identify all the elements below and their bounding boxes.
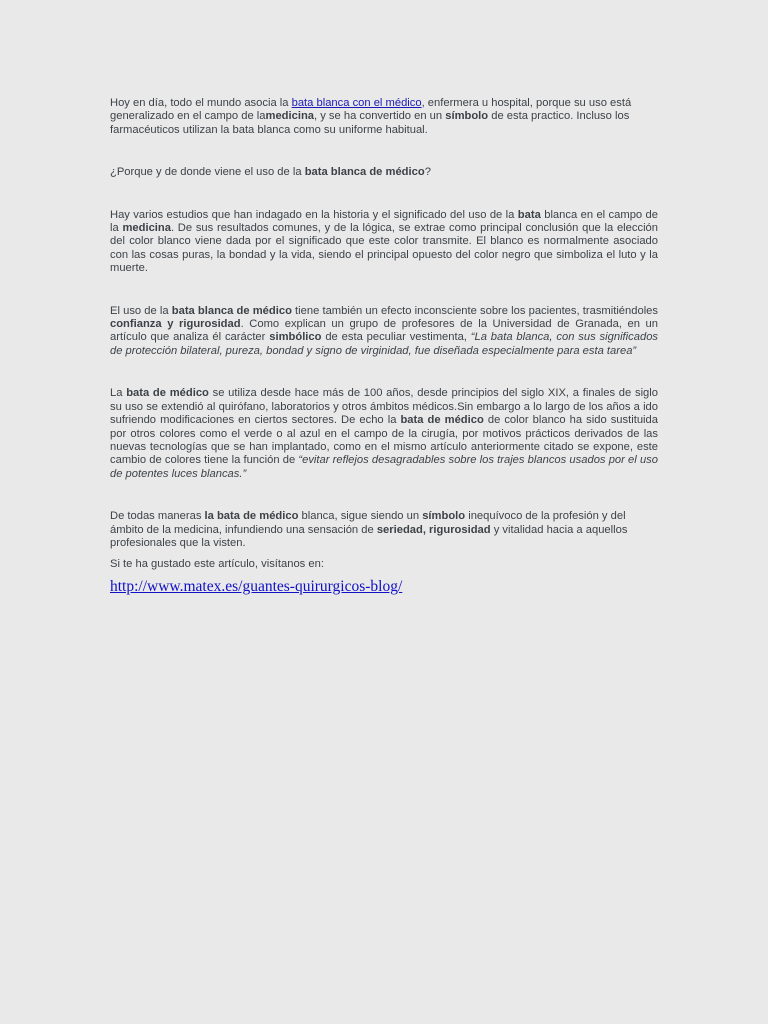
bata-blanca-link[interactable]: bata blanca con el médico [291,97,422,109]
article-body [110,97,658,596]
blog-url-link[interactable]: http://www.matex.es/guantes-quirurgicos-blog/ [110,577,403,595]
paragraph-studies: Hay varios estudios que han indagado en la historia y el significado del uso de la bata blanca en el campo de la medicina. De sus resultados comunes, y de la lógica, se extrae como principal conclusión que la elección del color blanco viene dada por el significado que este color transmite. El blanco es normalmente asociado con las cosas puras, la bondad y la vida, siendo el principal opuesto del color negro que simboliza el luto y la muerte. [110,208,658,275]
paragraph-conclusion: De todas maneras la bata de médico blanca, sigue siendo un símbolo inequívoco de la profesión y del ámbito de la medicina, infundiendo una sensación de seriedad, rigurosidad y vitalidad hacia a aquellos profesionales que la visten. [110,510,628,549]
paragraph-intro: Hoy en día, todo el mundo asocia la bata blanca con el médico, enfermera u hospital, porque su uso está generalizado en el campo de lamedicina, y se ha convertido en un símbolo de esta practico. Incluso los farmacéuticos utilizan la bata blanca como su uniforme habitual. [110,97,632,136]
paragraph-visit: Si te ha gustado este artículo, visítanos en: [110,558,324,571]
paragraph-history: La bata de médico se utiliza desde hace más de 100 años, desde principios del siglo XIX, a finales de siglo su uso se extendió al quirófano, laboratorios y otros ámbitos médicos.Sin embargo a lo largo de los años a ido sufriendo modificaciones en ciertos sectores. De echo la bata de médico de color blanco ha sido sustituida por otros colores como el verde o al azul en el campo de la cirugía, por motivos prácticos derivados de las nuevas tecnologías que se han implantado, como en el mismo artículo anteriormente citado se expone, este cambio de colores tiene la función de “evitar reflejos desagradables sobre los trajes blancos usados por el uso de potentes luces blancas.” [110,387,658,480]
paragraph-effect: El uso de la bata blanca de médico tiene también un efecto inconsciente sobre los pacientes, trasmitiéndoles confianza y rigurosidad. Como explican un grupo de profesores de la Universidad de Granada, en un artículo que analiza él carácter simbólico de esta peculiar vestimenta, “La bata blanca, con sus significados de protección bilateral, pureza, bondad y signo de virginidad, fue diseñada especialmente para esta tarea” [110,304,659,357]
paragraph-question: ¿Porque y de donde viene el uso de la bata blanca de médico? [110,166,431,179]
